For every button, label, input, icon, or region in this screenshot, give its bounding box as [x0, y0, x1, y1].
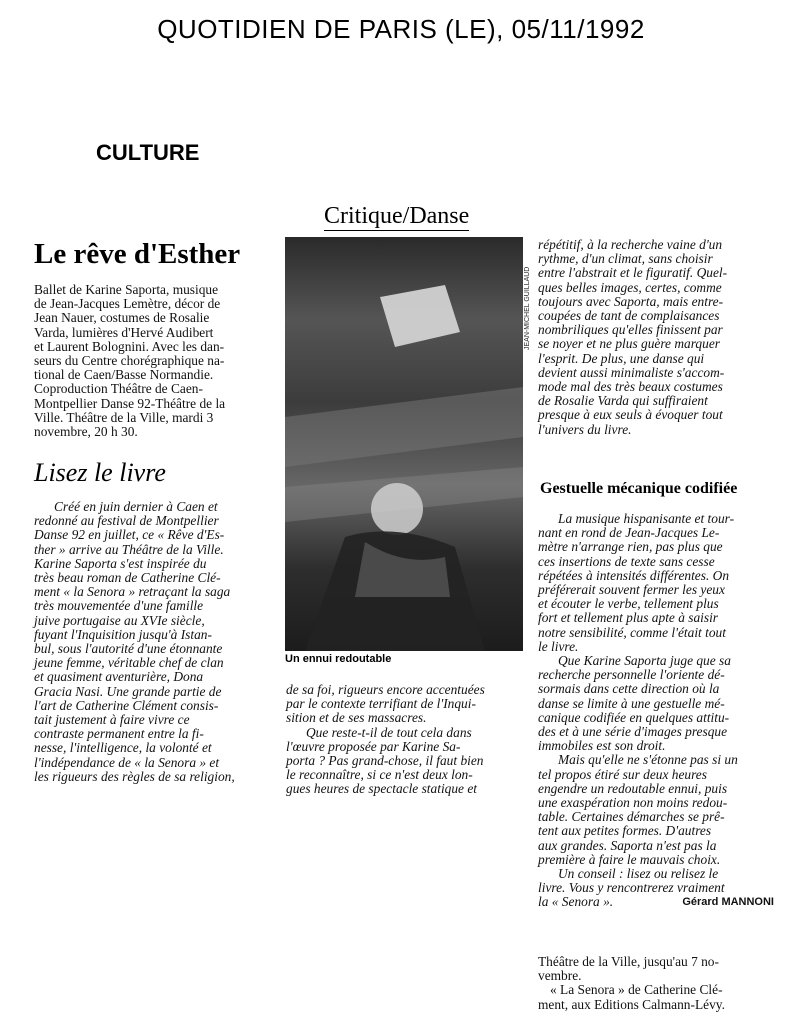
body-line: ment « la Senora » retraçant la saga: [34, 584, 231, 600]
body-line: porta ? Pas grand-chose, il faut bien: [286, 753, 484, 769]
body-line: Danse 92 en juillet, ce « Rêve d'Es-: [34, 527, 225, 543]
body-line: toujours avec Saporta, mais entre-: [538, 293, 724, 309]
body-line: contraste permanent entre la fi-: [34, 726, 204, 742]
credit-line: et Laurent Bolognini. Avec les dan-: [34, 338, 225, 354]
body-line: l'art de Catherine Clément consis-: [34, 697, 219, 713]
body-line: une exaspération non moins redou-: [538, 795, 728, 811]
article-photo: [285, 237, 523, 651]
body-line: des et à une série d'images presque: [538, 724, 728, 740]
body-line: se noyer et ne plus guère marquer: [538, 336, 720, 352]
body-line-text: la « Senora ».: [538, 894, 614, 910]
body-line: ther » arrive au Théâtre de la Ville.: [34, 541, 224, 557]
body-line: ces insertions de texte sans cesse: [538, 553, 715, 569]
body-line: Un conseil : lisez ou relisez le: [558, 866, 719, 882]
body-line: aux grandes. Saporta n'est pas la: [538, 837, 717, 853]
body-line: redonné au festival de Montpellier: [34, 513, 219, 529]
credit-line: de Jean-Jacques Lemètre, décor de: [34, 296, 221, 312]
section-label: CULTURE: [96, 140, 200, 165]
body-line: de sa foi, rigueurs encore accentuées: [286, 682, 485, 697]
credit-line: Varda, lumières d'Hervé Audibert: [34, 324, 214, 340]
body-line: Karine Saporta s'est inspirée du: [34, 555, 207, 571]
body-line: fort et tellement plus apte à saisir: [538, 610, 719, 626]
body-line: l'œuvre proposée par Karine Sa-: [286, 738, 461, 754]
sub-heading-2: Gestuelle mécanique codifiée: [540, 480, 738, 497]
body-line: l'esprit. De plus, une danse qui: [538, 350, 705, 366]
body-line: Que Karine Saporta juge que sa: [558, 653, 731, 669]
photo-credit: JEAN-MICHEL GUILLAUD: [524, 266, 531, 350]
credit-line: seurs du Centre chorégraphique na-: [34, 353, 225, 369]
body-line: tent aux petites formes. D'autres: [538, 823, 712, 839]
credit-line: Montpellier Danse 92-Théâtre de la: [34, 395, 226, 411]
column-1-body: [34, 500, 272, 784]
body-line: engendre un redoutable ennui, puis: [538, 780, 728, 796]
column-3-body: [538, 512, 774, 910]
body-line: entre l'abstrait et le figuratif. Quel-: [538, 265, 728, 281]
body-line: première à faire le mauvais choix.: [538, 851, 721, 867]
body-line: les rigueurs des règles de sa religion,: [34, 768, 235, 784]
body-line: sition et de ses massacres.: [286, 710, 427, 726]
author-signature: Gérard MANNONI: [682, 896, 774, 909]
body-line: bul, sous l'autorité d'une étonnante: [34, 641, 223, 657]
body-line: devient aussi minimaliste s'accom-: [538, 364, 725, 380]
body-line: fuyant l'Inquisition jusqu'à Istan-: [34, 626, 212, 642]
body-line: ques belles images, certes, comme: [538, 279, 722, 295]
credit-line: Coproduction Théâtre de Caen-: [34, 381, 203, 397]
note-line: « La Senora » de Catherine Clé-: [550, 982, 723, 998]
body-line: Que reste-t-il de tout cela dans: [306, 724, 472, 740]
rubric-label: Critique/Danse: [324, 203, 470, 229]
body-line: très beau roman de Catherine Clé-: [34, 570, 221, 586]
body-line: recherche personnelle l'oriente dé-: [538, 667, 725, 683]
body-line: tait justement à faire vivre ce: [34, 712, 190, 728]
credit-line: Jean Nauer, costumes de Rosalie: [34, 310, 210, 326]
body-line: par le contexte terrifiant de l'Inqui-: [286, 696, 476, 712]
body-line: jeune femme, véritable chef de clan: [34, 655, 224, 671]
body-line: notre sensibilité, comme l'était tout: [538, 624, 726, 640]
body-line: et écouter le verbe, tellement plus: [538, 596, 719, 612]
body-line: Mais qu'elle ne s'étonne pas si un: [558, 752, 738, 768]
body-line: nombriliques qu'elles finissent par: [538, 322, 723, 338]
body-line: Créé en juin dernier à Caen et: [54, 499, 218, 514]
credit-line: tional de Caen/Basse Normandie.: [34, 367, 214, 383]
body-line: nant en rond de Jean-Jacques Le-: [538, 525, 720, 541]
body-line: Gracia Nasi. Une grande partie de: [34, 683, 222, 699]
body-line: le livre.: [538, 638, 579, 654]
credit-line: novembre, 20 h 30.: [34, 424, 138, 440]
body-line: nesse, l'intelligence, la volonté et: [34, 740, 212, 756]
body-line: coupées de tant de complaisances: [538, 308, 720, 324]
credit-line: Ville. Théâtre de la Ville, mardi 3: [34, 409, 214, 425]
body-line: [538, 895, 774, 909]
note-line: ment, aux Editions Calmann-Lévy.: [538, 996, 725, 1012]
note-line: vembre.: [538, 968, 582, 984]
body-line: tel propos étiré sur deux heures: [538, 766, 707, 782]
body-line: gues heures de spectacle statique et: [286, 781, 478, 797]
sub-heading: Lisez le livre: [34, 458, 166, 487]
body-line: juive portugaise au XVIe siècle,: [34, 612, 205, 628]
body-line: de Rosalie Varda qui suffiraient: [538, 393, 708, 409]
body-line: répétitif, à la recherche vaine d'un: [538, 237, 723, 252]
body-line: canique codifiée en quelques attitu-: [538, 709, 730, 725]
photo-illustration: [285, 237, 523, 651]
article-title: Le rêve d'Esther: [34, 238, 241, 270]
body-line: très mouvementée d'une famille: [34, 598, 204, 614]
body-line: danse se limite à une gestuelle mé-: [538, 695, 725, 711]
credits-block: [34, 283, 272, 439]
column-3-top: [538, 238, 774, 437]
body-line: livre. Vous y rencontrerez vraiment: [538, 880, 725, 896]
body-line: mode mal des très beaux costumes: [538, 379, 723, 395]
body-line: le reconnaître, si ce n'est deux lon-: [286, 767, 473, 783]
body-line: immobiles est son droit.: [538, 738, 666, 754]
note-line: Théâtre de la Ville, jusqu'au 7 no-: [538, 954, 719, 969]
body-line: l'indépendance de « la Senora » et: [34, 754, 220, 770]
column-2-body: [286, 683, 524, 797]
body-line: préférerait souvent fermer les yeux: [538, 582, 725, 598]
body-line: mètre n'arrange rien, pas plus que: [538, 539, 723, 555]
body-line: rythme, d'un climat, sans choisir: [538, 251, 713, 267]
footer-notes: [538, 955, 774, 1012]
photo-caption: Un ennui redoutable: [285, 653, 392, 665]
body-line: La musique hispanisante et tour-: [558, 511, 735, 526]
body-line: l'univers du livre.: [538, 421, 632, 437]
body-line: et quasiment aventurière, Dona: [34, 669, 204, 685]
body-line: sormais dans cette direction où la: [538, 681, 720, 697]
body-line: table. Certaines démarches se prê-: [538, 809, 725, 825]
credit-line: Ballet de Karine Saporta, musique: [34, 282, 219, 297]
body-line: presque à eux seuls à évoquer tout: [538, 407, 723, 423]
source-header: QUOTIDIEN DE PARIS (LE), 05/11/1992: [157, 14, 645, 44]
body-line: répétées à intensités différentes. On: [538, 567, 730, 583]
